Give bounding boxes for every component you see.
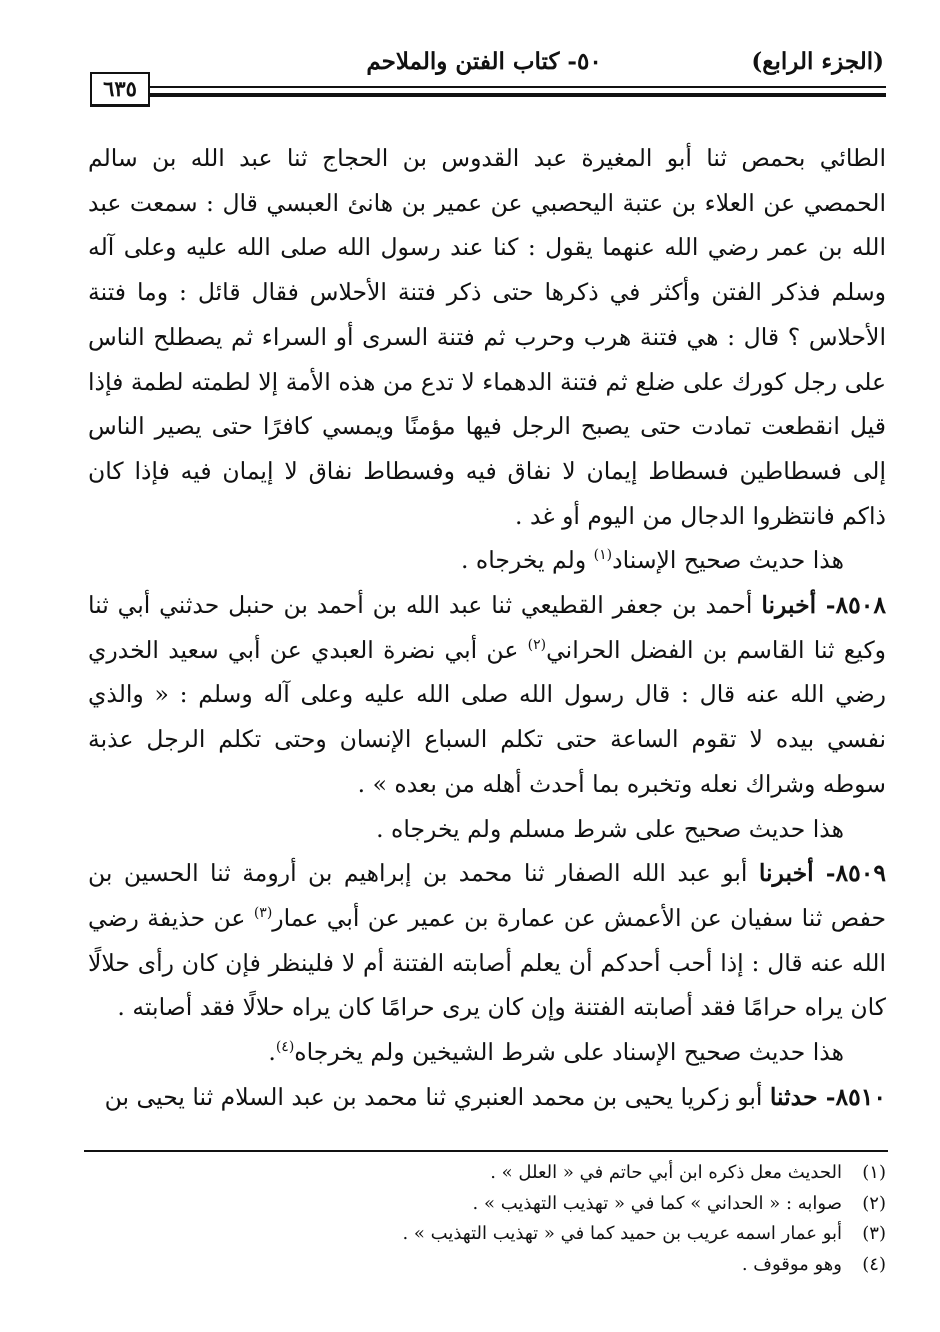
footnote-text: وهو موقوف .	[741, 1253, 842, 1275]
paragraph-hadith-continued: الطائي بحمص ثنا أبو المغيرة عبد القدوس بن الحجاج ثنا عبد الله بن سالم الحمصي عن العلاء بن عتبة اليحصبي عن عمير بن هانئ العبسي قال : سمعت عبد الله بن عمر رضي الله عنهما يقول : كنا عند رسول الله صلى الله عليه وعلى آله وسلم فذكر الفتن وأكثر في ذكرها حتى ذكر فتنة الأحلاس فقال قائل : وما فتنة الأحلاس ؟ قال : هي فتنة هرب وحرب ثم فتنة السرى أو السراء ثم يصطلح الناس على رجل كورك على ضلع ثم فتنة الدهماء لا تدع من هذه الأمة إلا لطمته لطمة فإذا قيل انقطعت تمادت حتى يصبح الرجل فيها مؤمنًا ويمسي كافرًا حتى يصير الناس إلى فسطاطين فسطاط إيمان لا نفاق فيه وفسطاط نفاق لا إيمان فيه فإذا كان ذاكم فانتظروا الدجال من اليوم أو غد .	[88, 144, 886, 530]
footnote-text: الحديث معل ذكره ابن أبي حاتم في « العلل » .	[490, 1162, 842, 1183]
hadith-lead-word: أخبرنا	[758, 859, 826, 888]
footnote-ref-1: (١)	[593, 547, 613, 564]
running-header	[84, 48, 884, 88]
footnote-number: (١)	[862, 1162, 886, 1183]
page-number: ٦٣٥	[90, 72, 150, 107]
header-rule-thin	[150, 86, 886, 88]
footnote-2	[88, 1189, 886, 1220]
footnote-number: (٣)	[862, 1223, 886, 1244]
hadith-lead-word: أخبرنا	[761, 591, 826, 620]
hadith-text-cont: عن حذيفة رضي الله عنه قال : إذا أحب أحدكم أن يعلم أصابته الفتنة أم لا فلينظر فإن كان رأى حلالًا كان يراه حرامًا فقد أصابته الفتنة وإن كان يرى حرامًا كان يراه حلالًا فقد أصابته .	[88, 903, 886, 1022]
grading-text-end: ولم يخرجاه .	[460, 546, 594, 575]
footnote-4	[88, 1250, 886, 1281]
hadith-text: أحمد بن جعفر القطيعي ثنا عبد الله بن أحمد بن حنبل حدثني أبي ثنا وكيع ثنا القاسم بن الفضل الحراني	[88, 591, 886, 664]
hadith-lead-word: حدثنا	[769, 1082, 826, 1111]
footnote-1	[88, 1158, 886, 1189]
footnote-rule	[84, 1150, 888, 1152]
footnote-ref-3: (٣)	[253, 905, 273, 922]
hadith-text: أبو عبد الله الصفار ثنا محمد بن إبراهيم بن أرومة ثنا الحسين بن حفص ثنا سفيان عن الأعمش عن عمارة بن عمير عن أبي عمار	[88, 859, 886, 932]
hadith-8510	[88, 1075, 886, 1120]
footnote-text: أبو عمار اسمه عريب بن حميد كما في « تهذيب التهذيب » .	[402, 1223, 842, 1244]
book-title: ٥٠- كتاب الفتن والملاحم	[366, 48, 602, 75]
footnote-ref-2: (٢)	[527, 636, 547, 653]
volume-part-label: (الجزء الرابع)	[751, 48, 884, 75]
footnote-ref-4: (٤)	[275, 1039, 295, 1056]
main-text	[88, 136, 886, 1119]
grading-text: هذا حديث صحيح الإسناد	[612, 546, 844, 575]
hadith-number: ٨٥١٠-	[825, 1082, 886, 1111]
hadith-number: ٨٥٠٩-	[825, 859, 887, 888]
hadith-number: ٨٥٠٨-	[825, 591, 886, 620]
grading-note-3	[88, 1030, 886, 1075]
hadith-8509	[88, 851, 886, 1030]
hadith-text: أبو زكريا يحيى بن محمد العنبري ثنا محمد بن عبد السلام ثنا يحيى بن	[104, 1082, 770, 1111]
grading-note-2: هذا حديث صحيح على شرط مسلم ولم يخرجاه .	[376, 814, 844, 843]
hadith-8508	[88, 583, 886, 807]
grading-text: هذا حديث صحيح الإسناد على شرط الشيخين ولم يخرجاه	[294, 1038, 844, 1067]
footnotes	[88, 1158, 886, 1280]
hadith-text-cont: عن أبي نضرة العبدي عن أبي سعيد الخدري رضي الله عنه قال : قال رسول الله صلى الله عليه وعلى آله وسلم : « والذي نفسي بيده لا تقوم الساعة حتى تكلم السباع الإنسان وحتى تكلم الرجل عذبة سوطه وشراك نعله وتخبره بما أحدث أهله من بعده » .	[88, 635, 886, 798]
footnote-number: (٢)	[862, 1192, 886, 1214]
grading-text-end: .	[268, 1038, 276, 1067]
footnote-number: (٤)	[862, 1253, 886, 1275]
header-rule-thick	[150, 93, 886, 97]
footnote-3	[88, 1219, 886, 1250]
footnote-text: صوابه : « الحداني » كما في « تهذيب التهذيب » .	[472, 1192, 842, 1214]
grading-note-1	[88, 538, 886, 583]
